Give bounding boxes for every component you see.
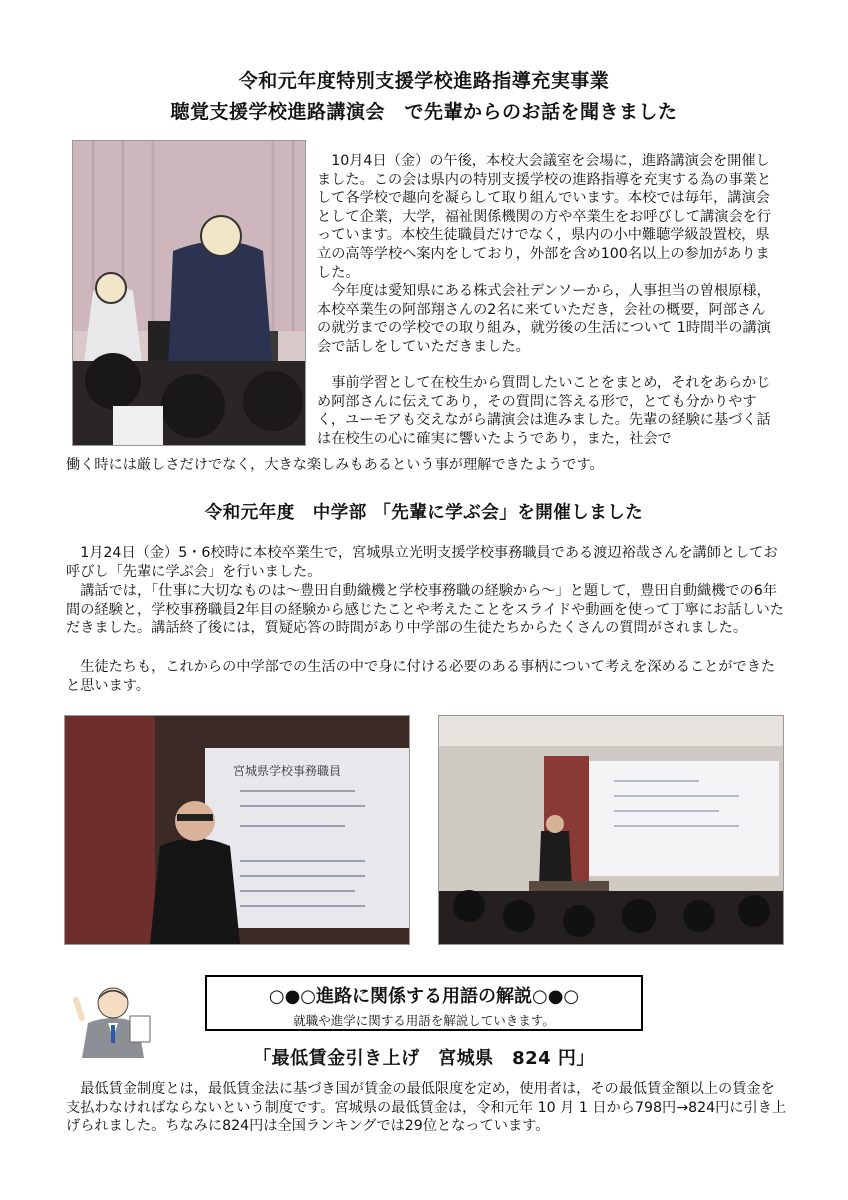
section2-paragraph-3: 生徒たちも，これからの中学部での生活の中で身に付ける必要のある事柄について考えを深めることができたと思います。 [66, 659, 776, 694]
section2-paragraph-1: 1月24日（金）5・6校時に本校卒業生で，宮城県立光明支援学校事務職員である渡辺裕哉さんを講師としてお呼びし「先輩に学ぶ会」を行いました。 [66, 545, 778, 580]
lecture-photo [72, 140, 306, 446]
section1-paragraph-1: 10月4日（金）の午後，本校大会議室を会場に，進路講演会を開催しました。この会は県内の特別支援学校の進路指導を充実する為の事業として各学校で趣向を凝らして取り組んでいます。本校では毎年，講演会として企業，大学，福祉関係機関の方や卒業生をお呼びして講演会を行っています。本校生徒職員だけでなく，県内の小中難聴学級設置校，県立の高等学校へ案内をしており，外部を含め100名以上の参加がありました。 [317, 153, 772, 281]
section2-title: 令和元年度 中学部 「先輩に学ぶ会」を開催しました [204, 503, 644, 523]
term-explanation-box [205, 975, 643, 1031]
section3-paragraph: 最低賃金制度とは，最低賃金法に基づき国が賃金の最低限度を定め，使用者は，その最低賃金額以上の賃金を支払わなければならないという制度です。宮城県の最低賃金は，令和元年 10 月 1 日から798円→824円に引き上げられました。ちなみに824円は全国ランキングでは29位となっています。 [66, 1081, 787, 1135]
slide-title: 宮城県学校事務職員 [233, 764, 342, 778]
auditorium-photo [438, 715, 784, 945]
term-box-subtitle: 就職や進学に関する用語を解説していきます。 [293, 1013, 555, 1028]
term-title: 「最低賃金引き上げ 宮城県 824 円」 [253, 1048, 595, 1069]
section1-title-line1: 令和元年度特別支援学校進路指導充実事業 [238, 70, 610, 92]
section1-paragraph-3-cont: 働く時には厳しさだけでなく，大きな楽しみもあるという事が理解できたようです。 [66, 457, 604, 473]
section2-paragraph-2: 講話では，「仕事に大切なものは～豊田自動織機と学校事務職の経験から～」と題して，豊田自動織機での6年間の経験と，学校事務職員2年目の経験から感じたことや考えたことをスライドや動画を使って丁寧にお話しいただきました。講話終了後には，質疑応答の時間があり中学部の生徒たちからたくさんの質問がされました。 [66, 583, 784, 637]
slide-presentation-photo [64, 715, 410, 945]
term-box-title: ○●○進路に関係する用語の解説○●○ [268, 986, 580, 1007]
section1-title-line2: 聴覚支援学校進路講演会 で先輩からのお話を聞きました [170, 101, 678, 123]
section1-paragraph-2: 今年度は愛知県にある株式会社デンソーから，人事担当の曽根原様，本校卒業生の阿部翔さんの2名に来ていただき，会社の概要，阿部さんの就労までの学校での取り組み，就労後の生活について 1時間半の講演会で話しをしていただきました。 [317, 283, 771, 355]
section1-paragraph-3: 事前学習として在校生から質問したいことをまとめ，それをあらかじめ阿部さんに伝えてあり，その質問に答える形で，とても分かりやすく，ユーモアも交えながら講演会は進みました。先輩の経験に基づく話は在校生の心に確実に響いたようであり，また，社会で [317, 375, 771, 447]
